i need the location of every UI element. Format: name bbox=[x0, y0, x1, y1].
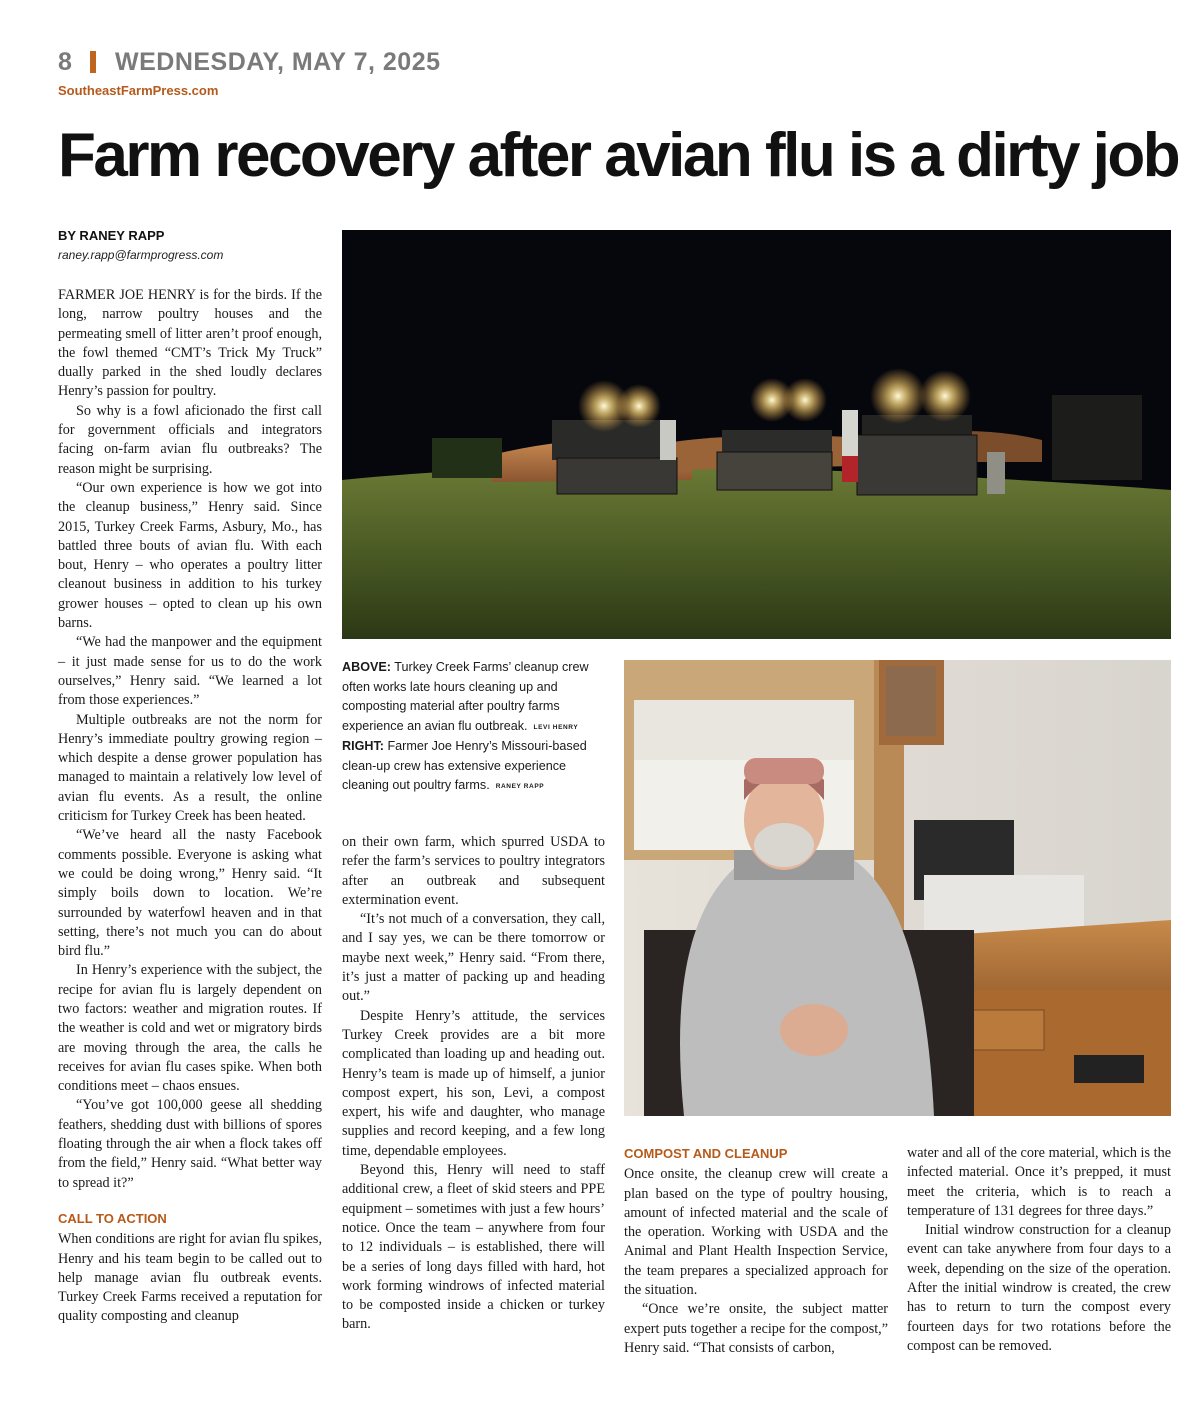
header-divider bbox=[90, 51, 96, 73]
caption-right bbox=[342, 737, 608, 797]
caption-above-label: ABOVE: bbox=[342, 660, 391, 674]
paragraph: “Our own experience is how we got into the cleanup business,” Henry said. Since 2015, Turkey Creek Farms, Asbury, Mo., has battled three bouts of avian flu. With each bout, Henry – who operates a poultry litter cleanout business in addition to his turkey grower houses – opted to clean up his own barns. bbox=[58, 479, 322, 632]
caption-above-credit: LEVI HENRY bbox=[533, 723, 579, 731]
paragraph: Despite Henry’s attitude, the services Turkey Creek provides are a bit more complicated than loading up and heading out. Henry’s team is made up of himself, a junior compost expert, his son, Levi, a compost expert, his wife and daughter, who manage supplies and record keeping, and a few long time, dependable employees. bbox=[342, 1007, 605, 1159]
article-headline: Farm recovery after avian flu is a dirty job bbox=[58, 121, 1179, 190]
paragraph: water and all of the core material, which is the infected material. Once it’s prepped, it must meet the criteria, which is to reach a temperature of 131 degrees for three days.” bbox=[907, 1145, 1171, 1219]
article-column-3 bbox=[624, 1144, 888, 1358]
photo-captions bbox=[342, 658, 608, 797]
article-column-4 bbox=[907, 1144, 1171, 1356]
paragraph: “Once we’re onsite, the subject matter expert puts together a recipe for the compost,” Henry said. “That consists of carbon, bbox=[624, 1301, 888, 1356]
photo-farmer-portrait bbox=[624, 660, 1171, 1116]
photo-night-cleanup bbox=[342, 230, 1171, 639]
paragraph: FARMER JOE HENRY is for the birds. If the long, narrow poultry houses and the permeating smell of litter aren’t proof enough, the fowl themed “CMT’s Trick My Truck” dually parked in the shed loudly declares Henry’s passion for poultry. bbox=[58, 287, 322, 400]
subhead-compost-and-cleanup: COMPOST AND CLEANUP bbox=[624, 1146, 788, 1161]
caption-right-text: Farmer Joe Henry’s Missouri-based clean-up crew has extensive experience cleaning out poultry farms. bbox=[342, 739, 587, 792]
byline-author: BY RANEY RAPP bbox=[58, 228, 165, 243]
paragraph: “You’ve got 100,000 geese all shedding feathers, shedding dust with billions of spores floating through the air when a flock takes off from the field,” Henry said. “What better way to spread it?” bbox=[58, 1097, 322, 1191]
paragraph: on their own farm, which spurred USDA to refer the farm’s services to poultry integrators after an outbreak and subsequent extermination event. bbox=[342, 834, 605, 908]
paragraph: Once onsite, the cleanup crew will create a plan based on the type of poultry housing, amount of infected material and the scale of the operation. Working with USDA and the Animal and Plant Health Inspection Service, the team prepares a specialized approach for the situation. bbox=[624, 1166, 888, 1299]
paragraph: So why is a fowl aficionado the first call for government officials and integrators facing on-farm avian flu outbreaks? The reason might be surprising. bbox=[58, 402, 322, 477]
caption-above bbox=[342, 658, 608, 737]
caption-above-text: Turkey Creek Farms’ cleanup crew often works late hours cleaning up and composting material after poultry farms experience an avian flu outbreak. bbox=[342, 660, 589, 733]
caption-right-credit: RANEY RAPP bbox=[495, 783, 545, 790]
byline-email[interactable]: raney.rapp@farmprogress.com bbox=[58, 248, 224, 262]
site-link[interactable]: SoutheastFarmPress.com bbox=[58, 83, 219, 98]
paragraph: In Henry’s experience with the subject, the recipe for avian flu is largely dependent on two factors: weather and migration routes. If the weather is cold and wet or migratory birds are moving through the area, the calls he receives for avian flu cases spike. When both conditions meet – chaos ensues. bbox=[58, 962, 322, 1095]
paragraph: When conditions are right for avian flu spikes, Henry and his team begin to be called out to help manage avian flu outbreak events. Turkey Creek Farms received a reputation for quality composting and cleanup bbox=[58, 1231, 322, 1325]
paragraph: “We had the manpower and the equipment – it just made sense for us to do the work ourselves,” Henry said. “We learned a lot from those experiences.” bbox=[58, 634, 322, 709]
paragraph: Beyond this, Henry will need to staff additional crew, a fleet of skid steers and PPE equipment – sometimes with just a few hours’ notice. Once the team – anywhere from four to 12 individuals – is established, there will be a series of long days filled with hard, hot work forming windrows of infected material to be composted inside a chicken or turkey barn. bbox=[342, 1162, 605, 1333]
subhead-call-to-action: CALL TO ACTION bbox=[58, 1210, 167, 1226]
paragraph: “It’s not much of a conversation, they call, and I say yes, we can be there tomorrow or maybe next week,” Henry said. “From there, it’s just a matter of packing up and heading out.” bbox=[342, 911, 605, 1005]
paragraph: Initial windrow construction for a cleanup event can take anywhere from four days to a week, depending on the size of the operation. After the initial windrow is created, the crew has to return to turn the compost every fourteen days for two rotations before the compost can be removed. bbox=[907, 1222, 1171, 1354]
issue-date: WEDNESDAY, MAY 7, 2025 bbox=[115, 48, 441, 76]
article-column-1 bbox=[58, 286, 322, 1327]
paragraph: Multiple outbreaks are not the norm for Henry’s immediate poultry growing region – which despite a dense grower population has managed to maintain a relatively low level of avian flu events. As a result, the online criticism for Turkey Creek has been heated. bbox=[58, 711, 322, 825]
article-column-2 bbox=[342, 833, 605, 1335]
caption-right-label: RIGHT: bbox=[342, 739, 384, 753]
page-number: 8 bbox=[58, 48, 73, 76]
paragraph: “We’ve heard all the nasty Facebook comments possible. Everyone is asking what we could be doing wrong,” Henry said. “It simply boils down to location. We’re surrounded by waterfowl heaven and in that setting, there’s not much you can do about bird flu.” bbox=[58, 827, 322, 960]
